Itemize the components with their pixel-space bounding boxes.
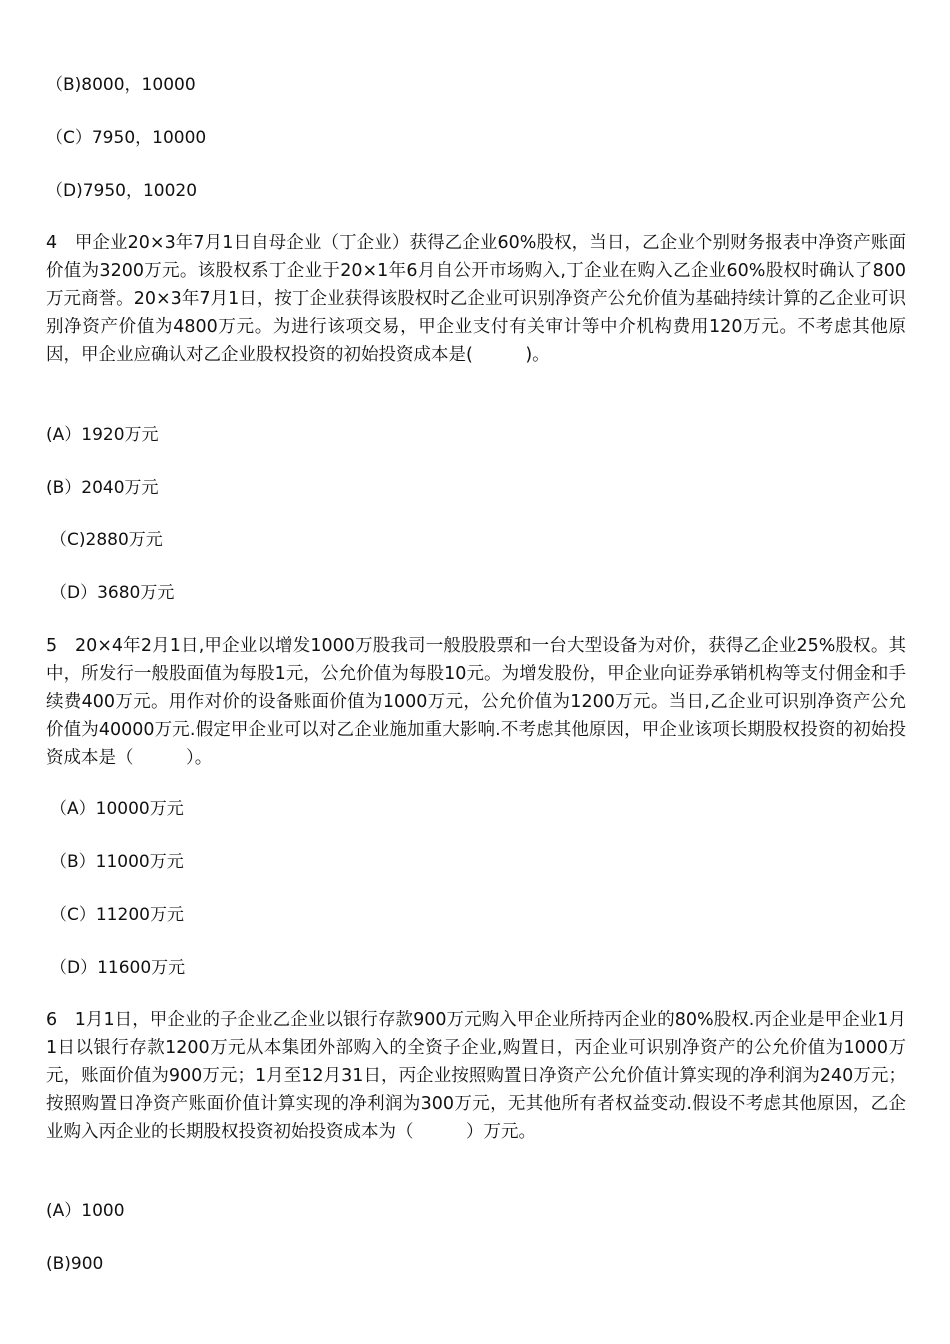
q3-option-b: （B)8000，10000	[46, 75, 196, 95]
q3-option-d: （D)7950，10020	[46, 181, 198, 201]
q4-option-c: （C)2880万元	[50, 530, 163, 550]
q5-option-c: （C）11200万元	[50, 905, 184, 925]
q6-option-b: (B)900	[46, 1254, 104, 1274]
q3-option-c: （C）7950，10000	[46, 128, 207, 148]
q4-option-d: （D）3680万元	[50, 583, 175, 603]
q5-option-d: （D）11600万元	[50, 958, 186, 978]
q4-option-b: (B）2040万元	[46, 478, 159, 498]
q6-option-a: (A）1000	[46, 1201, 125, 1221]
q6-text: 6 1月1日，甲企业的子企业乙企业以银行存款900万元购入甲企业所持丙企业的80%股权.丙企业是甲企业1月1日以银行存款1200万元从本集团外部购入的全资子企业,购置日，丙企业可识别净资产的公允价值为1000万元，账面价值为900万元；1月至12月31日，丙企业按照购置日净资产公允价值计算实现的净利润为240万元；按照购置日净资产账面价值计算实现的净利润为300万元，无其他所有者权益变动.假设不考虑其他原因，乙企业购入丙企业的长期股权投资初始投资成本为（ ）万元。	[46, 1010, 906, 1142]
q5-text: 5 20×4年2月1日,甲企业以增发1000万股我司一般股股票和一台大型设备为对价，获得乙企业25%股权。其中，所发行一般股面值为每股1元，公允价值为每股10元。为增发股份，甲企业向证券承销机构等支付佣金和手续费400万元。用作对价的设备账面价值为1000万元，公允价值为1200万元。当日,乙企业可识别净资产公允价值为40000万元.假定甲企业可以对乙企业施加重大影响.不考虑其他原因，甲企业该项长期股权投资的初始投资成本是（ ）。	[46, 636, 906, 768]
q4-option-a: (A）1920万元	[46, 425, 159, 445]
q4-text: 4 甲企业20×3年7月1日自母企业（丁企业）获得乙企业60%股权，当日，乙企业个别财务报表中净资产账面价值为3200万元。该股权系丁企业于20×1年6月自公开市场购入,丁企业在购入乙企业60%股权时确认了800万元商誉。20×3年7月1日，按丁企业获得该股权时乙企业可识别净资产公允价值为基础持续计算的乙企业可识别净资产价值为4800万元。为进行该项交易，甲企业支付有关审计等中介机构费用120万元。不考虑其他原因，甲企业应确认对乙企业股权投资的初始投资成本是( )。	[46, 233, 906, 365]
q5-option-a: （A）10000万元	[50, 799, 184, 819]
q5-option-b: （B）11000万元	[50, 852, 184, 872]
